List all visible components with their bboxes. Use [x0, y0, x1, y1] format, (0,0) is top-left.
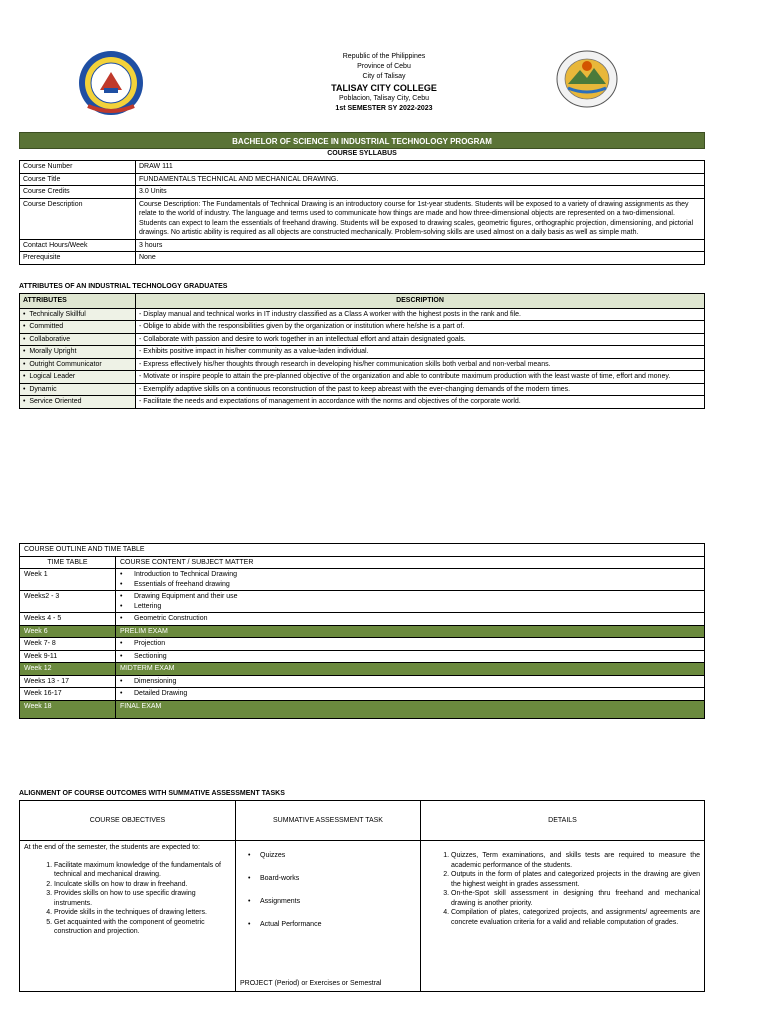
table-row [20, 186, 705, 199]
list-item: 5. Get acquainted with the component of geometric construction and projection. [54, 918, 231, 937]
week-cell: Week 6 [20, 625, 116, 638]
course-outline-table [19, 543, 705, 719]
attributes-heading: ATTRIBUTES OF AN INDUSTRIAL TECHNOLOGY GRADUATES [19, 283, 228, 290]
week-cell: Week 12 [20, 663, 116, 676]
province-line: Province of Cebu [357, 63, 411, 70]
week-cell: Week 18 [20, 700, 116, 718]
exam-row [20, 663, 705, 676]
content-col-header: COURSE CONTENT / SUBJECT MATTER [116, 556, 705, 569]
table-header-row [20, 801, 705, 841]
list-item: 2. Outputs in the form of plates and categorized projects in the drawing are given the highest weight in grades assessment. [451, 870, 700, 889]
list-item: 3. Provides skills on how to use specific drawing instruments. [54, 889, 231, 908]
college-name: TALISAY CITY COLLEGE [331, 83, 437, 93]
attribute-name: Service Oriented [29, 398, 82, 405]
table-row [20, 252, 705, 265]
list-item: 2. Inculcate skills on how to draw in freehand. [54, 880, 231, 890]
list-item: • Introduction to Technical Drawing [120, 570, 700, 580]
exam-label: FINAL EXAM [116, 700, 705, 718]
city-line: City of Talisay [362, 73, 406, 80]
topic-list [120, 652, 700, 662]
week-cell: Weeks 13 - 17 [20, 675, 116, 688]
list-item: • Projection [120, 639, 700, 649]
list-item: • Lettering [120, 602, 700, 612]
bullet-icon: • [23, 310, 30, 318]
attribute-name: Collaborative [29, 335, 71, 343]
attribute-desc: - Display manual and technical works in IT industry classified as a Class A worker with the highest posts in the rank and file. [136, 308, 705, 321]
attribute-name: Logical Leader [29, 373, 76, 380]
attribute-name: Outright Communicator [29, 360, 102, 368]
address-line: Poblacion, Talisay City, Cebu [338, 95, 429, 102]
list-item: • Sectioning [120, 652, 700, 662]
table-row [20, 675, 705, 688]
topic-list [120, 592, 700, 611]
table-row [20, 688, 705, 701]
info-label: Contact Hours/Week [20, 239, 136, 252]
table-row [20, 841, 705, 992]
week-cell: Week 1 [20, 569, 116, 591]
list-item: • Assignments [248, 897, 416, 920]
info-label: Prerequisite [20, 252, 136, 265]
objectives-col-header: COURSE OBJECTIVES [20, 801, 236, 841]
bullet-icon: • [23, 348, 30, 355]
attribute-desc: - Express effectively his/her thoughts through research in developing his/her communication skills both verbal and non-verbal means. [136, 358, 705, 371]
info-label: Course Description [20, 198, 136, 239]
bullet-icon: • [23, 398, 30, 405]
table-row [20, 161, 705, 174]
week-cell: Week 16-17 [20, 688, 116, 701]
bullet-icon: • [23, 335, 30, 343]
attribute-name: Committed [29, 323, 64, 330]
list-item: • Dimensioning [120, 677, 700, 687]
attributes-table [19, 293, 705, 409]
info-label: Course Number [20, 161, 136, 174]
table-row [20, 358, 705, 371]
exam-label: MIDTERM EXAM [116, 663, 705, 676]
list-item: • Board-works [248, 874, 416, 897]
attribute-desc: - Collaborate with passion and desire to work together in an intellectual effort and attain designated goals. [136, 333, 705, 346]
table-row [20, 396, 705, 409]
list-item: 4. Compilation of plates, categorized projects, and assignments/ agreements are concrete evaluation criteria for a valid and reliable computation of grades. [451, 908, 700, 927]
table-row [20, 591, 705, 613]
info-value: 3 hours [136, 239, 705, 252]
bullet-icon: • [23, 373, 30, 380]
alignment-heading: ALIGNMENT OF COURSE OUTCOMES WITH SUMMATIVE ASSESSMENT TASKS [19, 790, 285, 797]
syllabus-title: COURSE SYLLABUS [327, 150, 397, 157]
list-item: • Actual Performance [248, 920, 416, 943]
outline-title: COURSE OUTLINE AND TIME TABLE [20, 544, 705, 557]
attribute-desc: - Facilitate the needs and expectations of management in accordance with the norms and objectives of the corporate world. [136, 396, 705, 409]
table-row [20, 198, 705, 239]
attribute-desc: - Exemplify adaptive skills on a continuous reconstruction of the past to keep abreast with the ever-changing demands of the modern times. [136, 383, 705, 396]
program-banner: BACHELOR OF SCIENCE IN INDUSTRIAL TECHNOLOGY PROGRAM [19, 132, 705, 149]
table-row [20, 308, 705, 321]
details-col-header: DETAILS [421, 801, 705, 841]
topic-list [120, 677, 700, 687]
bullet-icon: • [23, 360, 30, 368]
list-item: 4. Provide skills in the techniques of drawing letters. [54, 908, 231, 918]
course-info-table [19, 160, 705, 265]
table-row [20, 346, 705, 359]
info-label: Course Credits [20, 186, 136, 199]
table-row [20, 650, 705, 663]
time-table-col-header: TIME TABLE [20, 556, 116, 569]
list-item: • Detailed Drawing [120, 689, 700, 699]
topic-list [120, 570, 700, 589]
table-row [20, 383, 705, 396]
week-cell: Weeks2 - 3 [20, 591, 116, 613]
table-row [20, 544, 705, 557]
info-value: None [136, 252, 705, 265]
table-row [20, 239, 705, 252]
week-cell: Week 7- 8 [20, 638, 116, 651]
info-value: DRAW 111 [136, 161, 705, 174]
exam-row [20, 625, 705, 638]
bullet-icon: • [23, 323, 30, 330]
topic-list [120, 614, 700, 624]
task-col-header: SUMMATIVE ASSESSMENT TASK [236, 801, 421, 841]
topic-list [120, 689, 700, 699]
table-row [20, 173, 705, 186]
exam-label: PRELIM EXAM [116, 625, 705, 638]
topic-list [120, 639, 700, 649]
attribute-name: Dynamic [29, 385, 57, 393]
table-row [20, 333, 705, 346]
attribute-name: Technically Skillful [29, 310, 86, 318]
info-value: Course Description: The Fundamentals of Technical Drawing is an introductory course for 1st-year students. Students will be exposed to a variety of drawing assignments as they relate to the world of industry. The language and terms used to communicate how things are made and how three-dimensional objects are represented on a two-dimensional. Students can expect to learn the essentials of freehand drawing. Students will be exposed to drawing scales, geometric figures, orthographic projection, dimensioning, and pictorial drawings. No artistic ability is required as all objects are constructed mechanically. Problem-solving skills are used almost on a daily basis as well as simple math. [136, 198, 705, 239]
info-value: FUNDAMENTALS TECHNICAL AND MECHANICAL DRAWING. [136, 173, 705, 186]
attributes-col-header: ATTRIBUTES [20, 294, 136, 309]
table-row [20, 613, 705, 626]
tasks-list [240, 851, 416, 943]
list-item: 3. On-the-Spot skill assessment in designing thru freehand and mechanical drawing is another priority. [451, 889, 700, 908]
semester-line: 1st SEMESTER SY 2022-2023 [335, 105, 433, 112]
info-label: Course Title [20, 173, 136, 186]
objectives-intro: At the end of the semester, the students are expected to: [24, 844, 200, 851]
table-header-row [20, 294, 705, 309]
attribute-desc: - Exhibits positive impact in his/her community as a value-laden individual. [136, 346, 705, 359]
objectives-list [24, 861, 231, 937]
attribute-name: Morally Upright [29, 348, 77, 355]
republic-line: Republic of the Philippines [342, 53, 426, 60]
exam-row [20, 700, 705, 718]
details-list [425, 851, 700, 927]
attribute-desc: - Motivate or inspire people to attain the pre-planned objective of the organization and able to contribute maximum production with the least waste of time, effort and money. [136, 371, 705, 384]
project-line: PROJECT (Period) or Exercises or Semestral [240, 980, 382, 987]
attribute-desc: - Oblige to abide with the responsibilities given by the organization or institution where he/she is a part of. [136, 321, 705, 334]
week-cell: Weeks 4 - 5 [20, 613, 116, 626]
table-header-row [20, 556, 705, 569]
school-header [0, 52, 768, 114]
info-value: 3.0 Units [136, 186, 705, 199]
alignment-table [19, 800, 705, 992]
week-cell: Week 9-11 [20, 650, 116, 663]
bullet-icon: • [23, 385, 30, 393]
list-item: • Drawing Equipment and their use [120, 592, 700, 602]
table-row [20, 638, 705, 651]
list-item: 1. Facilitate maximum knowledge of the fundamentals of technical and mechanical drawing. [54, 861, 231, 880]
description-col-header: DESCRIPTION [136, 294, 705, 309]
table-row [20, 321, 705, 334]
table-row [20, 569, 705, 591]
list-item: • Quizzes [248, 851, 416, 874]
list-item: 1. Quizzes, Term examinations, and skills tests are required to measure the academic performance of the students. [451, 851, 700, 870]
list-item: • Essentials of freehand drawing [120, 580, 700, 590]
table-row [20, 371, 705, 384]
list-item: • Geometric Construction [120, 614, 700, 624]
